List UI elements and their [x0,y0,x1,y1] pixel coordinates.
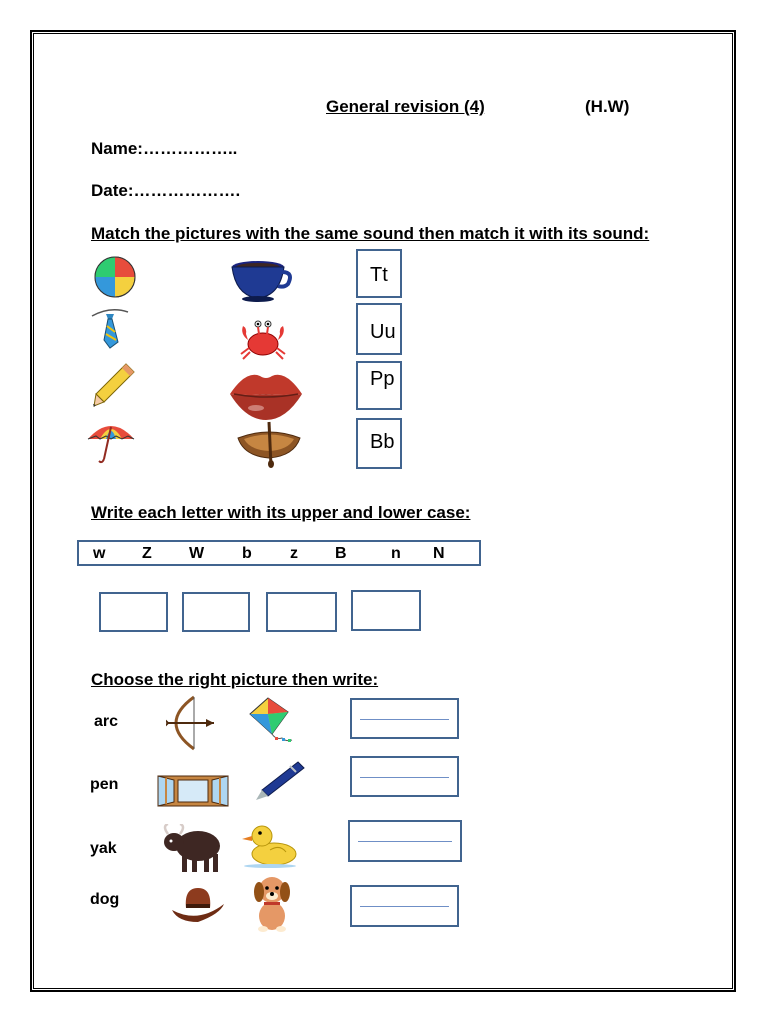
boat-icon[interactable] [236,420,302,468]
crab-icon[interactable] [238,314,288,362]
letter-box-bb[interactable] [356,418,402,469]
tie-icon[interactable] [88,306,132,350]
letter-tt: Tt [370,264,388,286]
strip-letter: b [242,545,252,562]
kite-icon[interactable] [246,696,294,746]
letter-bb: Bb [370,431,395,453]
umbrella-icon[interactable] [86,419,136,465]
letter-strip [77,540,481,566]
window-icon[interactable] [156,772,230,810]
word-yak: yak [90,840,117,857]
lips-icon[interactable] [228,366,304,422]
dog-icon[interactable] [247,872,297,934]
write-box-arc[interactable] [350,698,459,739]
writing-line [360,906,449,907]
answer-box[interactable] [351,590,421,631]
date-field[interactable]: Date:………………. [91,181,241,200]
strip-letter: W [189,545,205,562]
writing-line [360,719,449,720]
section-heading-case: Write each letter with its upper and lower case: [91,503,471,522]
letter-box-pp[interactable] [356,361,402,410]
bow-arrow-icon[interactable] [166,694,216,752]
letter-box-tt[interactable] [356,249,402,298]
strip-letter: z [290,545,298,562]
page-title: General revision (4) [326,97,485,116]
homework-tag: (H.W) [585,97,630,116]
write-box-pen[interactable] [350,756,459,797]
answer-box[interactable] [182,592,250,632]
yak-icon[interactable] [162,824,224,874]
write-box-dog[interactable] [350,885,459,927]
section-heading-match: Match the pictures with the same sound then match it with its sound: [91,224,650,243]
letter-box-uu[interactable] [356,303,402,355]
writing-line [358,841,452,842]
write-box-yak[interactable] [348,820,462,862]
strip-letter: B [335,545,347,562]
word-arc: arc [94,713,119,730]
writing-line [360,777,449,778]
strip-letter: Z [142,545,152,562]
word-pen: pen [90,776,119,793]
answer-box[interactable] [266,592,337,632]
strip-letter: n [391,545,401,562]
answer-box[interactable] [99,592,168,632]
hat-icon[interactable] [170,884,226,926]
letter-uu: Uu [370,321,396,343]
pen-icon[interactable] [252,760,306,802]
cup-icon[interactable] [228,258,292,302]
name-field[interactable]: Name:…………….. [91,139,238,158]
strip-letter: w [93,545,106,562]
pencil-icon[interactable] [92,362,136,408]
letter-pp: Pp [370,368,395,390]
word-dog: dog [90,891,120,908]
ball-icon[interactable] [93,255,137,299]
strip-letter: N [433,545,445,562]
duck-icon[interactable] [240,820,300,868]
section-heading-choose: Choose the right picture then write: [91,670,379,689]
